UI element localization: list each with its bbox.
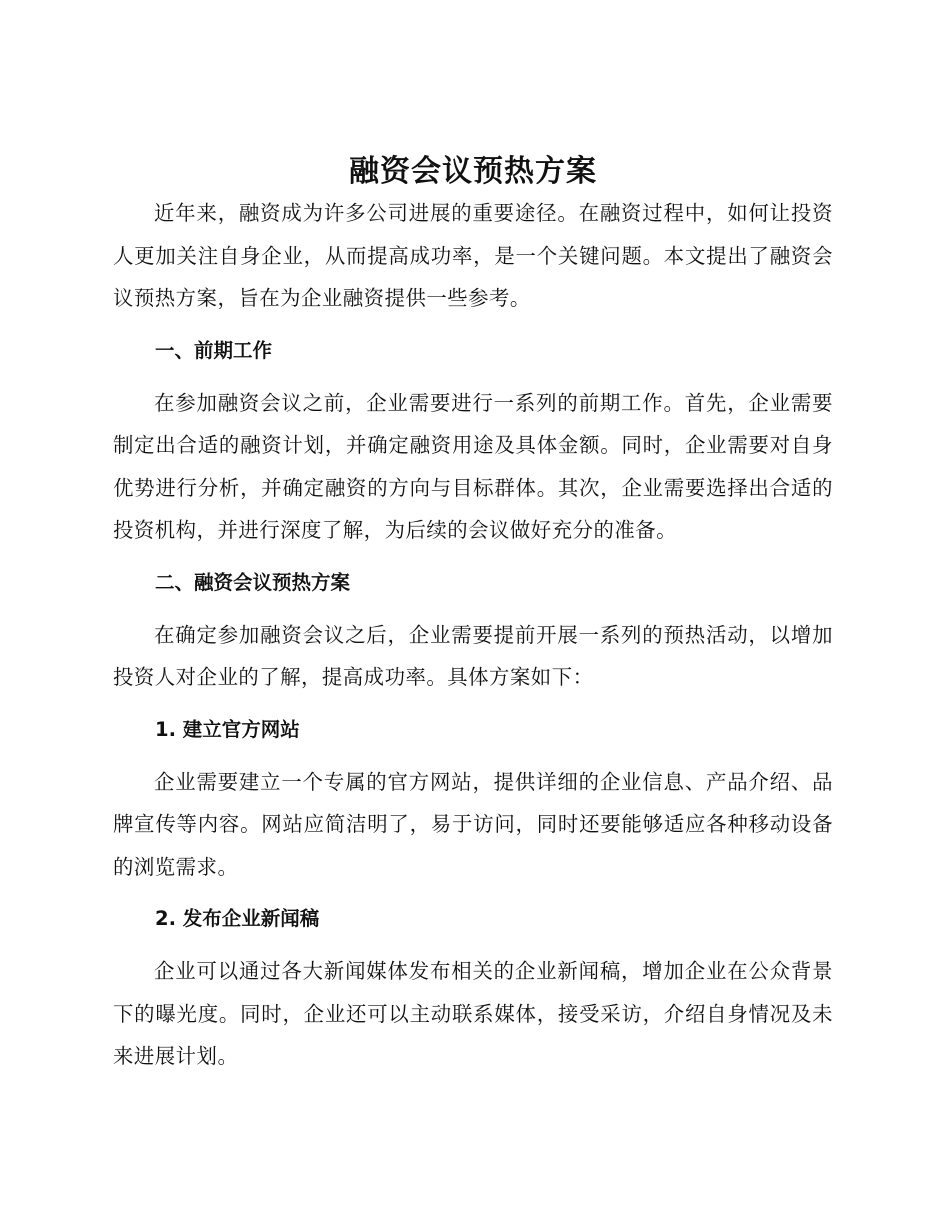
spacer (113, 888, 833, 898)
item-heading-press-release: 2. 发布企业新闻稿 (155, 907, 320, 930)
spacer (113, 699, 833, 709)
document-title: 融资会议预热方案 (349, 154, 597, 189)
spacer (113, 372, 833, 382)
section-heading-warmup: 二、融资会议预热方案 (155, 570, 351, 594)
item-body-website: 企业需要建立一个专属的官方网站，提供详细的企业信息、产品介绍、品牌宣传等内容。网站应简洁明了，易于访问，同时还要能够适应各种移动设备的浏览需求。 (113, 769, 833, 879)
section-body-preparation: 在参加融资会议之前，企业需要进行一系列的前期工作。首先，企业需要制定出合适的融资计划，并确定融资用途及具体金额。同时，企业需要对自身优势进行分析，并确定融资的方向与目标群体。其次，企业需要选择出合适的投资机构，并进行深度了解，为后续的会议做好充分的准备。 (113, 390, 833, 542)
section-heading-preparation: 一、前期工作 (155, 338, 273, 362)
spacer (113, 940, 833, 950)
document-page (113, 140, 833, 1078)
intro-paragraph: 近年来，融资成为许多公司进展的重要途径。在融资过程中，如何让投资人更加关注自身企业，从而提高成功率，是一个关键问题。本文提出了融资会议预热方案，旨在为企业融资提供一些参考。 (113, 201, 833, 310)
spacer (113, 320, 833, 330)
item-heading-website: 1. 建立官方网站 (155, 717, 300, 741)
spacer (113, 552, 833, 562)
spacer (113, 751, 833, 761)
item-body-press-release: 企业可以通过各大新闻媒体发布相关的企业新闻稿，增加企业在公众背景下的曝光度。同时，企业还可以主动联系媒体，接受采访，介绍自身情况及未来进展计划。 (113, 959, 833, 1068)
section-body-warmup: 在确定参加融资会议之后，企业需要提前开展一系列的预热活动，以增加投资人对企业的了解，提高成功率。具体方案如下： (113, 622, 833, 689)
spacer (113, 604, 833, 614)
